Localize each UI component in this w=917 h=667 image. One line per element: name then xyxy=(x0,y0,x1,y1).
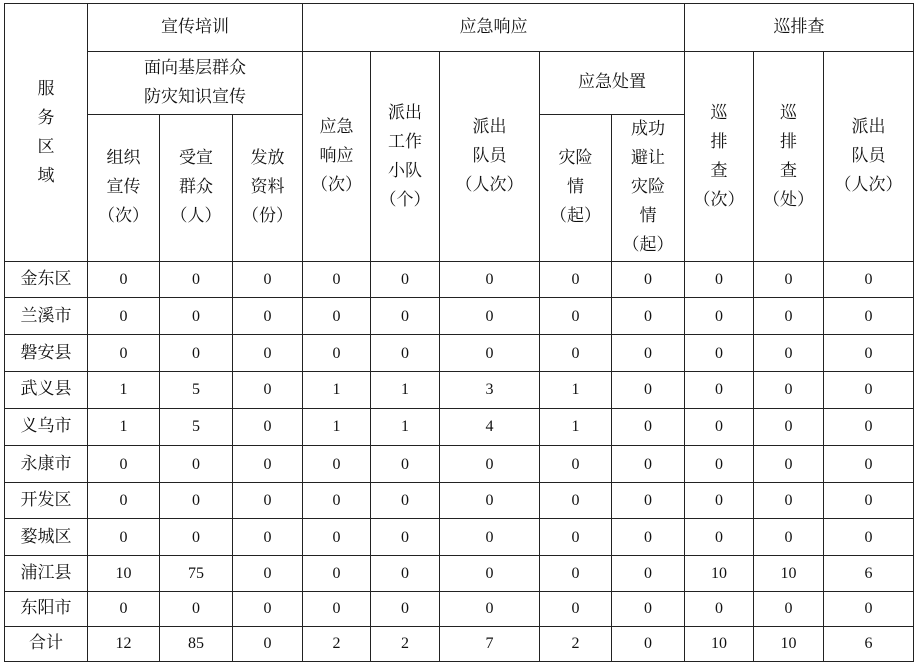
row-area: 磐安县 xyxy=(5,335,88,371)
header-col-people: 受宣 群众 （人） xyxy=(160,114,233,262)
row-value: 0 xyxy=(233,298,303,335)
row-value: 0 xyxy=(160,445,233,482)
row-value: 0 xyxy=(824,262,914,298)
statistics-table xyxy=(4,3,914,662)
row-value: 0 xyxy=(824,371,914,408)
row-value: 0 xyxy=(88,298,160,335)
row-value: 75 xyxy=(160,556,233,591)
row-value: 0 xyxy=(824,445,914,482)
row-value: 0 xyxy=(371,298,440,335)
row-value: 2 xyxy=(371,626,440,661)
row-value: 4 xyxy=(440,408,540,445)
row-value: 0 xyxy=(440,335,540,371)
row-value: 0 xyxy=(540,335,612,371)
row-area: 合计 xyxy=(5,626,88,661)
row-value: 10 xyxy=(685,556,754,591)
row-value: 0 xyxy=(160,483,233,519)
header-col-staff: 派出 队员 （人次） xyxy=(440,52,540,262)
row-value: 0 xyxy=(685,519,754,556)
row-value: 0 xyxy=(303,445,371,482)
row-value: 0 xyxy=(685,591,754,626)
row-value: 0 xyxy=(371,335,440,371)
row-area: 武义县 xyxy=(5,371,88,408)
row-value: 0 xyxy=(540,483,612,519)
header-col-response: 应急 响应 （次） xyxy=(303,52,371,262)
header-col-danger: 灾险 情 （起） xyxy=(540,114,612,262)
row-value: 0 xyxy=(685,371,754,408)
row-value: 1 xyxy=(371,371,440,408)
row-value: 0 xyxy=(540,519,612,556)
table-row xyxy=(5,298,914,335)
row-value: 0 xyxy=(233,445,303,482)
row-value: 0 xyxy=(754,483,824,519)
header-col-material: 发放 资料 （份） xyxy=(233,114,303,262)
row-value: 0 xyxy=(685,408,754,445)
table-row xyxy=(5,262,914,298)
row-value: 1 xyxy=(371,408,440,445)
table-row xyxy=(5,556,914,591)
row-value: 85 xyxy=(160,626,233,661)
header-col-avoid: 成功 避让 灾险 情 （起） xyxy=(612,114,685,262)
row-value: 0 xyxy=(440,483,540,519)
row-area: 东阳市 xyxy=(5,591,88,626)
row-value: 0 xyxy=(685,445,754,482)
row-value: 0 xyxy=(233,519,303,556)
row-value: 10 xyxy=(685,626,754,661)
row-value: 0 xyxy=(371,556,440,591)
row-value: 0 xyxy=(440,519,540,556)
table-row xyxy=(5,371,914,408)
row-value: 0 xyxy=(824,519,914,556)
row-value: 0 xyxy=(754,408,824,445)
row-area: 婺城区 xyxy=(5,519,88,556)
row-value: 0 xyxy=(440,445,540,482)
row-value: 0 xyxy=(754,335,824,371)
row-value: 0 xyxy=(160,335,233,371)
row-value: 0 xyxy=(824,335,914,371)
row-value: 0 xyxy=(540,591,612,626)
header-col-insp-sites: 巡 排 查 （处） xyxy=(754,52,824,262)
row-value: 0 xyxy=(824,408,914,445)
row-value: 0 xyxy=(685,262,754,298)
row-value: 10 xyxy=(754,626,824,661)
row-area: 永康市 xyxy=(5,445,88,482)
row-value: 0 xyxy=(88,519,160,556)
header-group-publicity: 宣传培训 xyxy=(88,4,303,52)
header-service-area: 服务区域 xyxy=(5,4,88,262)
row-value: 0 xyxy=(612,335,685,371)
table-row xyxy=(5,591,914,626)
row-value: 6 xyxy=(824,626,914,661)
header-col-insp-times: 巡 排 查 （次） xyxy=(685,52,754,262)
row-value: 1 xyxy=(540,371,612,408)
row-area: 金东区 xyxy=(5,262,88,298)
row-value: 0 xyxy=(540,262,612,298)
row-value: 0 xyxy=(303,483,371,519)
row-value: 0 xyxy=(754,519,824,556)
row-area: 开发区 xyxy=(5,483,88,519)
row-value: 12 xyxy=(88,626,160,661)
row-value: 0 xyxy=(233,556,303,591)
table-row xyxy=(5,626,914,661)
row-value: 0 xyxy=(88,483,160,519)
row-value: 0 xyxy=(612,626,685,661)
row-value: 0 xyxy=(612,371,685,408)
row-value: 0 xyxy=(685,483,754,519)
table-row xyxy=(5,335,914,371)
header-sub-publicity: 面向基层群众 防灾知识宣传 xyxy=(88,52,303,114)
row-value: 0 xyxy=(754,298,824,335)
row-value: 0 xyxy=(754,371,824,408)
row-value: 10 xyxy=(88,556,160,591)
row-value: 5 xyxy=(160,408,233,445)
row-value: 0 xyxy=(160,298,233,335)
row-value: 0 xyxy=(88,262,160,298)
row-value: 0 xyxy=(440,556,540,591)
row-value: 10 xyxy=(754,556,824,591)
row-value: 0 xyxy=(685,298,754,335)
row-value: 0 xyxy=(612,408,685,445)
row-value: 0 xyxy=(824,483,914,519)
row-value: 0 xyxy=(685,335,754,371)
row-value: 0 xyxy=(371,483,440,519)
header-col-insp-staff: 派出 队员 （人次） xyxy=(824,52,914,262)
row-value: 1 xyxy=(88,371,160,408)
row-area: 兰溪市 xyxy=(5,298,88,335)
row-value: 2 xyxy=(540,626,612,661)
table-row xyxy=(5,408,914,445)
header-col-org: 组织 宣传 （次） xyxy=(88,114,160,262)
row-value: 1 xyxy=(540,408,612,445)
row-value: 0 xyxy=(754,445,824,482)
row-value: 0 xyxy=(824,298,914,335)
table-row xyxy=(5,519,914,556)
row-value: 0 xyxy=(612,262,685,298)
row-value: 0 xyxy=(440,591,540,626)
table-row xyxy=(5,445,914,482)
row-value: 0 xyxy=(754,591,824,626)
row-value: 0 xyxy=(160,519,233,556)
row-value: 0 xyxy=(371,262,440,298)
row-value: 0 xyxy=(754,262,824,298)
row-value: 0 xyxy=(612,483,685,519)
row-value: 3 xyxy=(440,371,540,408)
row-value: 0 xyxy=(612,591,685,626)
row-value: 0 xyxy=(233,408,303,445)
row-value: 2 xyxy=(303,626,371,661)
row-area: 浦江县 xyxy=(5,556,88,591)
row-value: 0 xyxy=(303,591,371,626)
row-value: 0 xyxy=(612,298,685,335)
header-sub-disposal: 应急处置 xyxy=(540,52,685,114)
table-row xyxy=(5,483,914,519)
row-value: 1 xyxy=(88,408,160,445)
row-value: 0 xyxy=(160,262,233,298)
header-group-emergency: 应急响应 xyxy=(303,4,685,52)
header-col-team: 派出 工作 小队 （个） xyxy=(371,52,440,262)
row-value: 0 xyxy=(612,519,685,556)
row-value: 0 xyxy=(233,591,303,626)
row-value: 0 xyxy=(612,556,685,591)
row-value: 0 xyxy=(88,335,160,371)
row-value: 0 xyxy=(612,445,685,482)
row-value: 0 xyxy=(233,371,303,408)
row-value: 0 xyxy=(233,262,303,298)
row-area: 义乌市 xyxy=(5,408,88,445)
row-value: 0 xyxy=(303,262,371,298)
row-value: 0 xyxy=(440,262,540,298)
row-value: 0 xyxy=(303,556,371,591)
row-value: 0 xyxy=(540,445,612,482)
header-group-inspection: 巡排查 xyxy=(685,4,914,52)
row-value: 0 xyxy=(233,626,303,661)
row-value: 0 xyxy=(371,519,440,556)
row-value: 1 xyxy=(303,408,371,445)
row-value: 6 xyxy=(824,556,914,591)
row-value: 5 xyxy=(160,371,233,408)
row-value: 0 xyxy=(540,556,612,591)
row-value: 0 xyxy=(824,591,914,626)
row-value: 0 xyxy=(371,591,440,626)
row-value: 1 xyxy=(303,371,371,408)
row-value: 0 xyxy=(440,298,540,335)
row-value: 0 xyxy=(233,483,303,519)
row-value: 0 xyxy=(88,445,160,482)
row-value: 0 xyxy=(303,298,371,335)
row-value: 0 xyxy=(303,335,371,371)
row-value: 0 xyxy=(233,335,303,371)
row-value: 0 xyxy=(88,591,160,626)
row-value: 0 xyxy=(160,591,233,626)
row-value: 0 xyxy=(371,445,440,482)
row-value: 7 xyxy=(440,626,540,661)
row-value: 0 xyxy=(303,519,371,556)
row-value: 0 xyxy=(540,298,612,335)
